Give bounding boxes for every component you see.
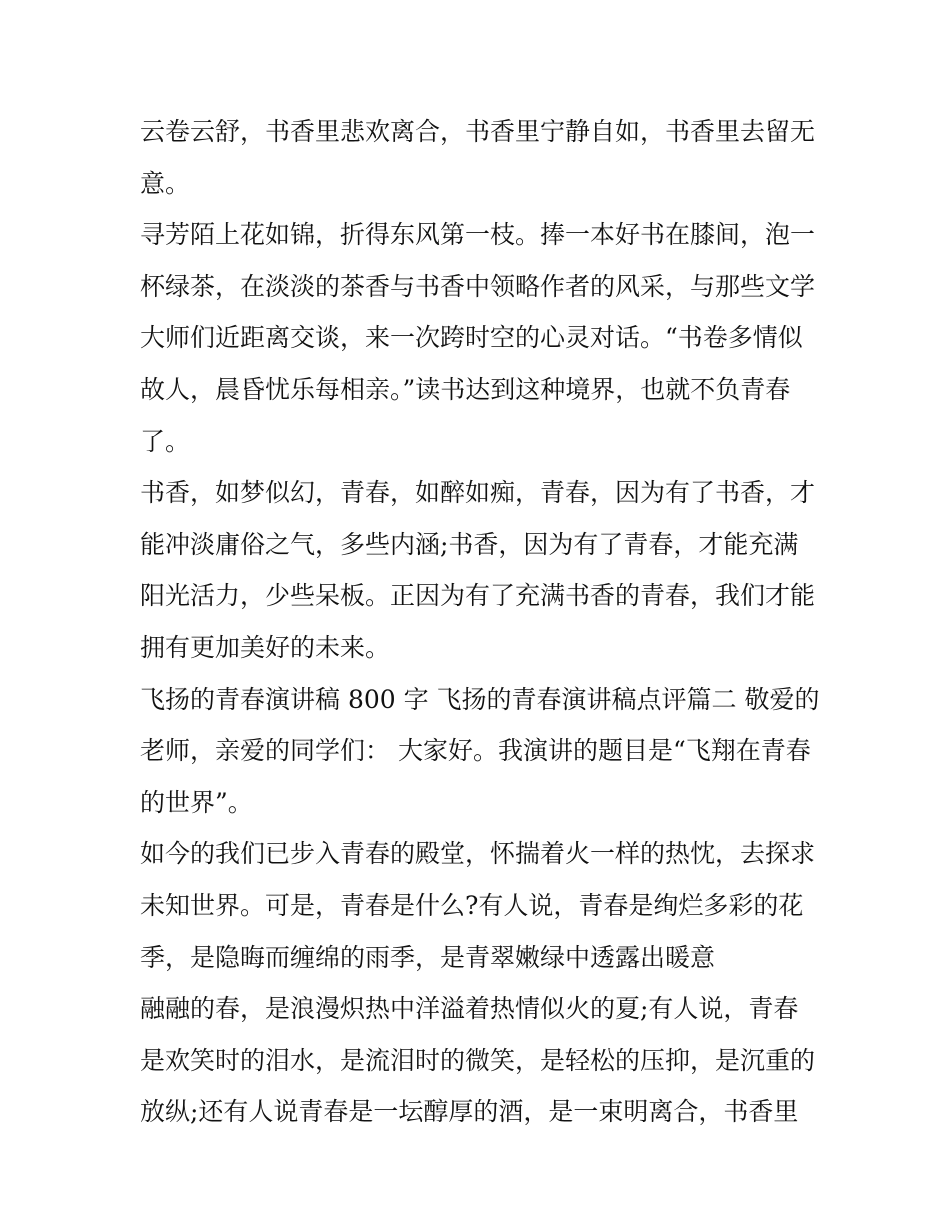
document-body: [140, 106, 820, 1138]
text-line: 如今的我们已步入青春的殿堂，怀揣着火一样的热忱，去探求: [140, 839, 816, 869]
text-line: 大师们近距离交谈，来一次跨时空的心灵对话。“书卷多情似: [140, 323, 803, 353]
text-line: 拥有更加美好的未来。: [140, 632, 391, 662]
text-line: 能冲淡庸俗之气，多些内涵;书香，因为有了青春，才能充满: [140, 529, 799, 559]
text-line: 书香，如梦似幻，青春，如醉如痴，青春，因为有了书香，才: [140, 478, 816, 508]
text-line: 故人，晨昏忧乐每相亲。”读书达到这种境界，也就不负青春: [140, 374, 791, 404]
text-line: 放纵;还有人说青春是一坛醇厚的酒，是一束明离合，书香里: [140, 1097, 799, 1127]
paragraph-3: [140, 467, 820, 673]
paragraph-2: [140, 209, 820, 467]
text-line: 融融的春，是浪漫炽热中洋溢着热情似火的夏;有人说，青春: [140, 994, 799, 1024]
paragraph-1: [140, 106, 820, 209]
text-line: 季，是隐晦而缠绵的雨季，是青翠嫩绿中透露出暖意: [140, 942, 716, 972]
text-line: 杯绿茶，在淡淡的茶香与书香中领略作者的风采，与那些文学: [140, 271, 816, 301]
text-line: 阳光活力，少些呆板。正因为有了充满书香的青春，我们才能: [140, 581, 816, 611]
text-line: 寻芳陌上花如锦，折得东风第一枝。捧一本好书在膝间，泡一: [140, 220, 816, 250]
text-line: 是欢笑时的泪水，是流泪时的微笑，是轻松的压抑，是沉重的: [140, 1045, 816, 1075]
text-line: 云卷云舒，书香里悲欢离合，书香里宁静自如，书香里去留无: [140, 117, 816, 146]
text-line: 飞扬的青春演讲稿 800 字 飞扬的青春演讲稿点评篇二 敬爱的: [140, 684, 820, 714]
paragraph-5: [140, 828, 820, 1138]
text-line: 未知世界。可是，青春是什么?有人说，青春是绚烂多彩的花: [140, 890, 804, 920]
text-line: 意。: [140, 168, 191, 198]
text-line: 的世界”。: [140, 787, 253, 817]
paragraph-4: [140, 674, 820, 829]
text-line: 老师，亲爱的同学们： 大家好。我演讲的题目是“飞翔在青春: [140, 736, 811, 766]
text-line: 了。: [140, 426, 191, 456]
